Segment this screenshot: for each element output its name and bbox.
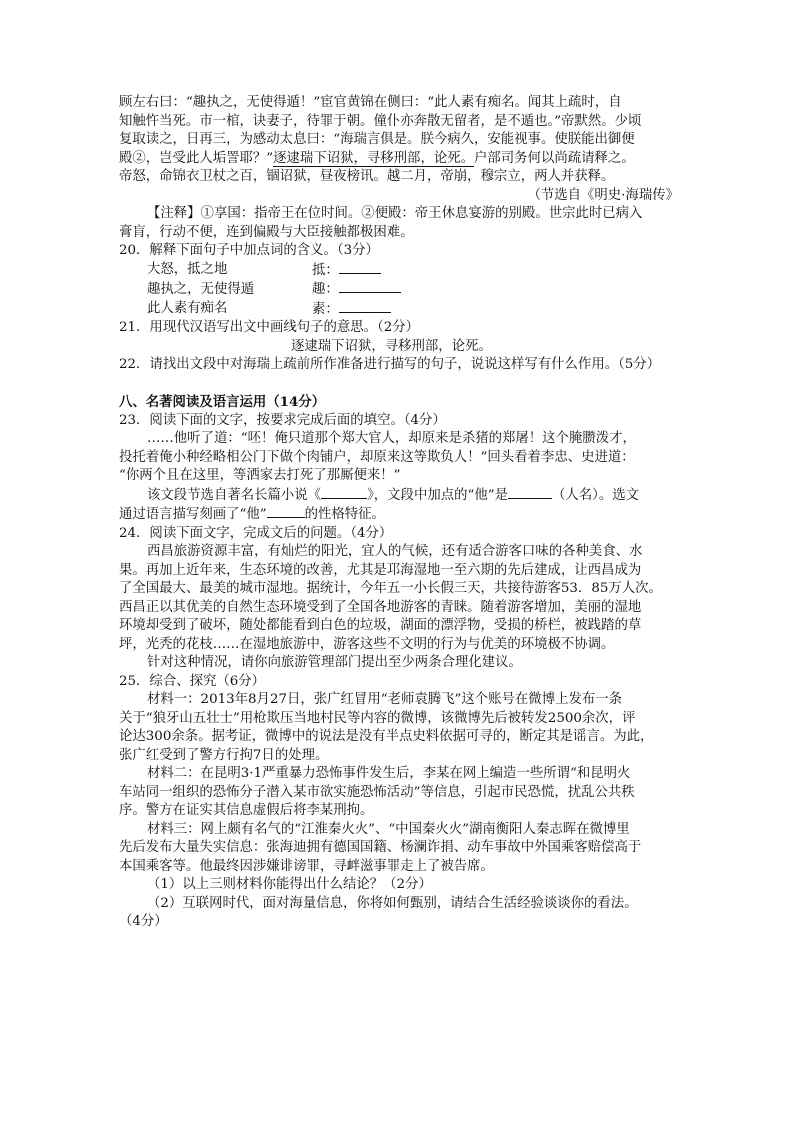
section-8-title: 八、名著阅读及语言运用（14分） [119,394,326,410]
q23-fill-1: 该文段节选自著名长篇小说《 》，文段中加点的“他”是 （人名）。选文 [147,487,640,503]
q24-line-1: 西昌旅游资源丰富，有灿烂的阳光，宜人的气候，还有适合游客口味的各种美食、水 [147,544,643,559]
q25-m1-line-2: 关于“狼牙山五壮士”用枪欺压当地村民等内容的微博，该微博先后被转发2500余次，评 [119,710,636,726]
q20-item [147,280,401,300]
q20-items [147,261,401,320]
answer-blank[interactable] [339,300,391,313]
passage-line-3: 复取读之，日再三，为感动太息曰：“海瑞言俱是。朕今病久，安能视事。使朕能出御便 [119,132,635,147]
q24-line-5: 环境却受到了破坏，随处都能看到白色的垃圾，湖面的漂浮物，受损的桥栏，被践踏的草 [119,618,642,633]
q24-line-6: 坪，光秃的花枝……在湿地旅游中，游客这些不文明的行为与优美的环境极不协调。 [119,636,615,652]
q20-phrase: 大怒，抵之地 [147,262,228,277]
q25-sub-1: （1）以上三则材料你能得出什么结论？（2分） [147,877,432,892]
q25-sub-2: （2）互联网时代，面对海量信息，你将如何甄别，请结合生活经验谈谈你的看法。 [147,895,638,911]
answer-blank[interactable] [339,261,381,274]
q24-line-2: 果。再加上近年来，生态环境的改善，尤其是邛海湿地一至六期的先后建成，让西昌成为 [119,562,642,578]
q24-line-3: 了全国最大、最美的城市湿地。据统计，今年五一小长假三天，共接待游客53．85万人次。 [119,581,662,596]
q20-item [147,261,401,281]
q23-fill-2: 通过语言描写刻画了“他” 的性格特征。 [119,507,385,522]
passage-line-1: 顾左右曰：“趣执之，无使得遁！”宦官黄锦在侧曰：“此人素有痴名。闻其上疏时，自 [119,95,622,110]
q23-line-3: “你两个且在这里，等洒家去打死了那厮便来！” [119,468,401,483]
q23-line-1: ……他听了道：“呸！俺只道那个郑大官人，却原来是杀猪的郑屠！这个腌臜泼才， [147,431,636,446]
document-page [119,94,679,932]
underlined-sentence: 逐逮瑞下诏狱，寻移刑部，论死。 [273,150,475,166]
q20-phrase: 此人素有痴名 [147,301,228,316]
q21-title: 21．用现代汉语写出文中画线句子的意思。（2分） [119,320,420,335]
q24-line-4: 西昌正以其优美的自然生态环境受到了全国各地游客的青睐。随着游客增加，美丽的湿地 [119,599,642,615]
passage-line-4-tail: 户部司务何以尚疏请释之。 [474,150,635,166]
q25-m3-line-2: 先后发布大量失实信息：张海迪拥有德国国籍、杨澜诈捐、动车事故中外国乘客赔偿高于 [119,840,642,855]
q23-line-2: 投托着俺小种经略相公门下做个肉铺户，却原来这等欺负人！”回头看着李忠、史进道： [119,449,635,465]
q25-m2-line-2: 车站同一组织的恐怖分子潜入某市欲实施恐怖活动”等信息，引起市民恐慌，扰乱公共秩 [119,784,635,800]
q25-m3-line-1: 材料三：网上颇有名气的“江淮秦火火”、“中国秦火火”湖南衡阳人秦志晖在微博里 [147,821,630,837]
q25-sub-2-score: （4分） [119,914,168,929]
passage-line-5: 帝怒，命锦衣卫杖之百，锢诏狱，昼夜榜讯。越二月，帝崩，穆宗立，两人并获释。 [119,169,615,184]
passage-line-4-head: 殿②，岂受此人垢詈耶？” [119,150,274,166]
q20-phrase: 趣执之，无使得遁 [147,281,255,297]
q25-m1-line-1: 材料一：2013年8月27日，张广红冒用“老师袁腾飞”这个账号在微博上发布一条 [147,692,623,707]
q21-sentence: 逐逮瑞下诏狱，寻移刑部，论死。 [291,338,492,354]
answer-blank[interactable] [339,280,401,293]
q20-word: 趣： [312,282,339,297]
q24-ask: 针对这种情况，请你向旅游管理部门提出至少两条合理化建议。 [147,655,522,670]
note-line-1: 【注释】①享国：指帝王在位时间。②便殿：帝王休息宴游的别殿。世宗此时已病入 [147,206,643,221]
q25-title: 25．综合、探究（6分） [119,673,266,689]
novel-title-blank[interactable] [321,486,367,499]
passage-line-2: 知触忤当死。市一棺，诀妻子，待罪于朝。僮仆亦奔散无留者，是不遁也。”帝默然。少顷 [119,113,642,129]
passage-line-4 [119,150,679,169]
q25-m2-line-1: 材料二：在昆明3·1严重暴力恐怖事件发生后，李某在网上编造一些所谓“和昆明火 [147,766,631,781]
q25-m1-line-3: 论达300余条。据考证，微博中的说法是没有半点史料依据可寻的，断定其是谣言。为此， [119,729,654,744]
q25-m3-line-3: 本国乘客等。他最终因涉嫌诽谤罪，寻衅滋事罪走上了被告席。 [119,858,494,874]
q25-m1-line-4: 张广红受到了警方行拘7日的处理。 [119,747,329,763]
q20-word: 素： [312,301,339,317]
note-line-2: 膏肓，行动不便，连到偏殿与大臣接触都极困难。 [119,224,414,240]
q25-m2-line-3: 序。警方在证实其信息虚假后将李某刑拘。 [119,803,374,818]
q24-title: 24．阅读下面文字，完成文后的问题。（4分） [119,525,393,541]
q20-item [147,300,401,320]
q23-title: 23．阅读下面的文字，按要求完成后面的填空。（4分） [119,412,446,428]
person-name-blank[interactable] [508,486,552,499]
passage-source: （节选自《明史·海瑞传》 [527,187,679,203]
q20-word: 抵： [312,262,339,278]
q22-title: 22．请找出文段中对海瑞上疏前所作准备进行描写的句子，说说这样写有什么作用。（5分） [119,357,661,372]
character-trait-blank[interactable] [267,505,305,518]
q20-title: 20．解释下面句子中加点词的含义。（3分） [119,243,379,258]
